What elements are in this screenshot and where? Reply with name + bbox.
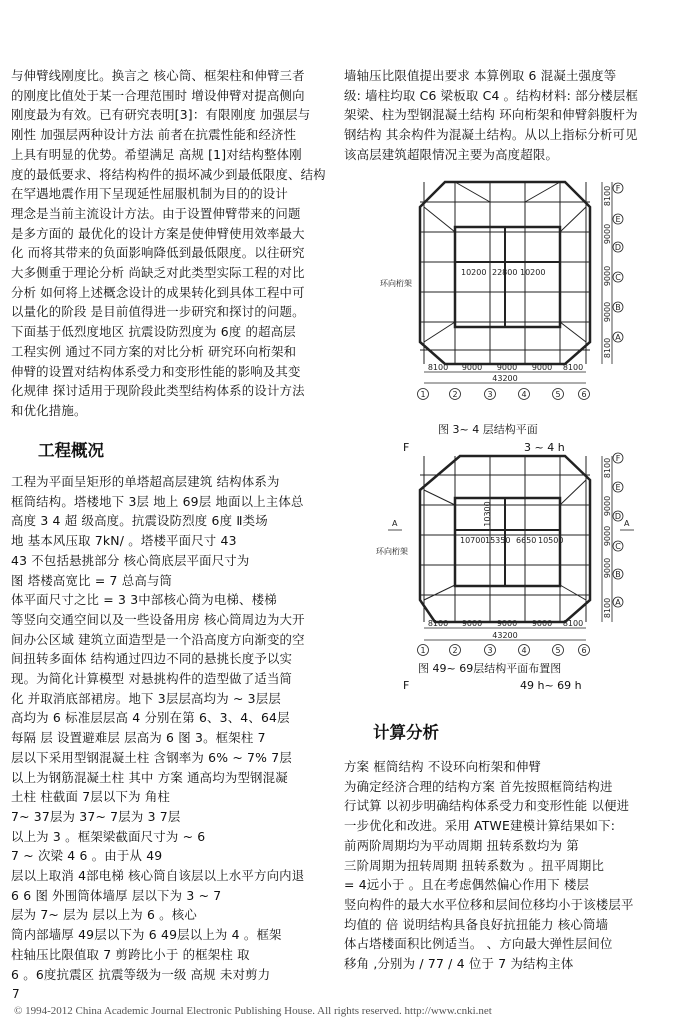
axis-label: 4 [521,646,527,655]
text-line: 该高层建筑超限情况主要为高度超限。 [344,146,559,162]
text-line: 工程为平面呈矩形的单塔超高层建筑 结构体系为 [11,474,280,489]
text-line: 架梁、柱为型钢混凝土结构 环向桁架和伸臂斜腹杆为 [344,107,638,123]
dim-label: 8100 [603,185,612,207]
text-line: 前两阶周期均为平动周期 扭转系数均为 第 [344,837,579,853]
text-line: 大多侧重于理论分析 尚缺乏对此类型实际工程的对比 [11,265,305,281]
calculation-body [344,757,660,974]
text-line: 竖向构件的最大水平位移和层间位移均小于该楼层平 [344,896,634,912]
text-line: 钢结构 其余构件为混凝土结构。从以上指标分析可见 [344,127,638,143]
text-line: 6 。6度抗震区 抗震等级为一级 高规 未对剪力 [11,966,271,982]
axis-label: 3 [487,646,493,655]
axis-label: 2 [452,390,458,399]
truss-label: 环向桁架 [376,547,408,556]
text-line: 伸臂的设置对结构体系受力和变形性能的影响及其变 [11,363,301,379]
axis-label: E [615,483,621,492]
text-line: 上具有明显的优势。希望满足 高规 [1]对结构整体刚 [11,146,302,162]
axis-label: E [615,215,621,224]
column-axis-svg [410,387,590,401]
text-line: 高均为 6 标准层层高 4 分别在第 6、3、4、64层 [11,710,290,726]
dim-label: 9000 [603,301,612,323]
text-line: 间办公区域 建筑立面造型是一个沿高度方向渐变的空 [11,631,305,647]
axis-label: 5 [555,646,561,655]
text-line: 墙轴压比限值提出要求 本算例取 6 混凝土强度等 [344,68,617,83]
axis-label: F [615,454,621,463]
dim-label: 8100 [603,457,612,479]
text-line: 土柱 柱截面 7层以下为 角柱 [11,789,170,805]
core-dim-label: 10500 [538,536,564,545]
text-line: 6 6 图 外围筒体墙厚 层以下为 3 ~ 7 [11,887,222,903]
text-line: 下面基于低烈度地区 抗震设防烈度为 6度 的超高层 [11,324,296,340]
dim-label: 9000 [496,619,518,628]
floor-plan-drawing-2 [340,450,660,650]
text-line: 理念是当前主流设计方法。由于设置伸臂带来的问题 [11,205,301,221]
axis-label: D [614,243,622,252]
text-line: 化规律 探讨适用于现阶段此类型结构体系的设计方法 [11,383,305,399]
text-line: 分析 如何将上述概念设计的成果转化到具体工程中可 [11,284,305,300]
text-line: 方案 框筒结构 不设环向桁架和伸臂 [344,759,542,774]
figure1-caption-en-right: 3 ~ 4 h [524,441,565,454]
axis-label: 6 [581,390,587,399]
text-line: 高度 3 4 超 级高度。抗震设防烈度 6度 Ⅱ类场 [11,513,268,529]
text-line: 化 而将其带来的负面影响降低到最低限度。以往研究 [11,245,305,261]
axis-label: 6 [581,646,587,655]
figure-floor-plan-3-4 [340,172,660,387]
text-line: 与伸臂线刚度比。换言之 核心筒、框架柱和伸臂三者 [11,68,305,83]
dim-label: 8100 [562,363,584,372]
section-mark-left: A [392,519,398,528]
text-line: = 4远小于 。且在考虑偶然偏心作用下 楼层 [344,877,590,893]
section-heading-calculation: 计算分析 [373,723,439,742]
axis-label: C [615,542,621,551]
figure2-caption-en-right: 49 h~ 69 h [520,679,582,692]
figure2-caption: 图 49~ 69层结构平面布置图 [418,662,562,675]
axis-label: 4 [521,390,527,399]
truss-label: 环向桁架 [380,279,412,288]
dim-label: 8100 [562,619,584,628]
text-line: 每隔 层 设置避难层 层高为 6 图 3。框架柱 7 [11,730,266,746]
core-dim-label: 10200 [520,268,546,277]
text-line: 7~ 37层为 37~ 7层为 3 7层 [11,808,181,824]
floor-plan-drawing-1 [340,172,660,387]
dim-label: 9000 [603,557,612,579]
text-line: 图 塔楼高宽比 = 7 总高与筒 [11,572,173,588]
axis-label: F [615,184,621,193]
text-line: 均值的 倍 说明结构具备良好抗扭能力 核心筒墙 [344,916,609,932]
core-dim-label: 6650 [516,536,537,545]
text-line: 移角 ,分别为 / 77 / 4 位于 7 为结构主体 [344,956,574,972]
text-line: 度的最低要求、将结构构件的损坏减少到最低限度、结构 [11,166,326,182]
core-dim-label: 10300 [483,501,492,527]
text-line: 框筒结构。塔楼地下 3层 地上 69层 地面以上主体总 [11,493,304,509]
text-line: 三阶周期为扭转周期 扭转系数为 。扭平周期比 [344,857,605,873]
text-line: 和优化措施。 [11,402,87,418]
copyright-footer: © 1994-2012 China Academic Journal Electronic Publishing House. All rights reserved. http://www.cnki.net [14,1005,492,1017]
text-line: 体平面尺寸之比 = 3 3中部核心筒为电梯、楼梯 [11,592,277,608]
text-line: 层为 7~ 层为 层以上为 6 。核心 [11,907,197,923]
axis-label: C [615,273,621,282]
dim-label: 9000 [603,223,612,245]
text-line: 以量化的阶段 是目前值得进一步研究和探讨的问题。 [11,304,305,320]
text-line: 在罕遇地震作用下呈现延性屈服机制为目的的设计 [11,186,288,202]
dim-label: 9000 [531,363,553,372]
dim-label: 9000 [603,265,612,287]
dim-label: 9000 [496,363,518,372]
axis-label: A [615,333,621,342]
text-line: 地 基本风压取 7kN/ 。塔楼平面尺寸 43 [11,533,237,549]
text-line: 一步优化和改进。采用 ATWE建模计算结果如下: [344,818,616,834]
dim-label: 9000 [531,619,553,628]
dim-label: 9000 [461,619,483,628]
text-line: 以上为 3 。框架梁截面尺寸为 ~ 6 [11,828,206,844]
axis-label: B [615,303,621,312]
figure2-caption-en-left: F [403,679,410,692]
column-axis-svg [410,643,590,657]
column-axis-row-1 [410,386,590,400]
text-line: 间扭转多面体 结构通过四边不同的悬挑长度予以实 [11,651,293,667]
overview-body [11,472,329,984]
text-line: 7 ~ 次梁 4 6 。由于从 49 [11,848,163,864]
right-column-top [344,66,660,165]
figure1-caption: 图 3~ 4 层结构平面 [438,423,538,436]
column-axis-row-2 [410,642,590,656]
text-line: 现。为简化计算模型 对悬挑构件的造型做了适当简 [11,671,293,687]
text-line: 筒内部墙厚 49层以下为 6 49层以上为 4 。框架 [11,927,282,943]
text-line: 行试算 以初步明确结构体系受力和变形性能 以便进 [344,798,630,814]
text-line: 是多方面的 最优化的设计方案是使伸臂使用效率最大 [11,225,305,241]
intro-paragraph [11,66,329,421]
text-line: 化 并取消底部裙房。地下 3层层高均为 ~ 3层层 [11,690,281,706]
text-line: 层以下采用型钢混凝土柱 含钢率为 6% ~ 7% 7层 [11,749,292,765]
page-number: 7 [12,987,20,1001]
text-line: 柱轴压比限值取 7 剪跨比小于 的框架柱 取 [11,946,250,962]
text-line: 刚性 加强层两种设计方法 前者在抗震性能和经济性 [11,127,297,143]
core-dim-label: 10200 [461,268,487,277]
text-line: 层以上取消 4部电梯 核心筒自该层以上水平方向内退 [11,868,305,884]
dim-label: 8100 [603,337,612,359]
core-dim-label: 15350 [485,536,511,545]
axis-label: D [614,512,622,521]
total-dim-label: 43200 [492,631,518,640]
text-line: 级: 墙柱均取 C6 梁板取 C4 。结构材料: 部分楼层框 [344,87,639,103]
figure1-caption-en-left: F [403,441,410,454]
section-mark-right: A [624,519,630,528]
core-dim-label: 10700 [460,536,486,545]
dim-label: 9000 [603,525,612,547]
dim-label: 9000 [461,363,483,372]
text-line: 等竖向交通空间以及一些设备用房 核心筒周边为大开 [11,611,305,627]
dim-label: 8100 [427,619,449,628]
text-line: 工程实例 通过不同方案的对比分析 研究环向桁架和 [11,343,297,359]
core-dim-label: 22800 [492,268,518,277]
axis-label: 3 [487,390,493,399]
text-line: 的刚度比值处于某一合理范围时 增设伸臂对提高侧向 [11,87,305,103]
figure-floor-plan-49-69 [340,450,660,650]
text-line: 以上为钢筋混凝土柱 其中 方案 通高均为型钢混凝 [11,769,288,785]
axis-label: 1 [420,390,426,399]
text-line: 为确定经济合理的结构方案 首先按照框筒结构进 [344,778,613,794]
text-line: 体占塔楼面积比例适当。 、方向最大弹性层间位 [344,936,613,952]
section-heading-overview: 工程概况 [38,441,104,460]
axis-label: A [615,598,621,607]
left-column [11,66,329,421]
dim-label: 8100 [603,597,612,619]
axis-label: 2 [452,646,458,655]
dim-label: 8100 [427,363,449,372]
axis-label: B [615,570,621,579]
axis-label: 1 [420,646,426,655]
text-line: 刚度最为有效。已有研究表明[3]：有限刚度 加强层与 [11,107,311,123]
axis-label: 5 [555,390,561,399]
total-dim-label: 43200 [492,374,518,383]
dim-label: 9000 [603,495,612,517]
text-line: 43 不包括悬挑部分 核心筒底层平面尺寸为 [11,552,250,568]
